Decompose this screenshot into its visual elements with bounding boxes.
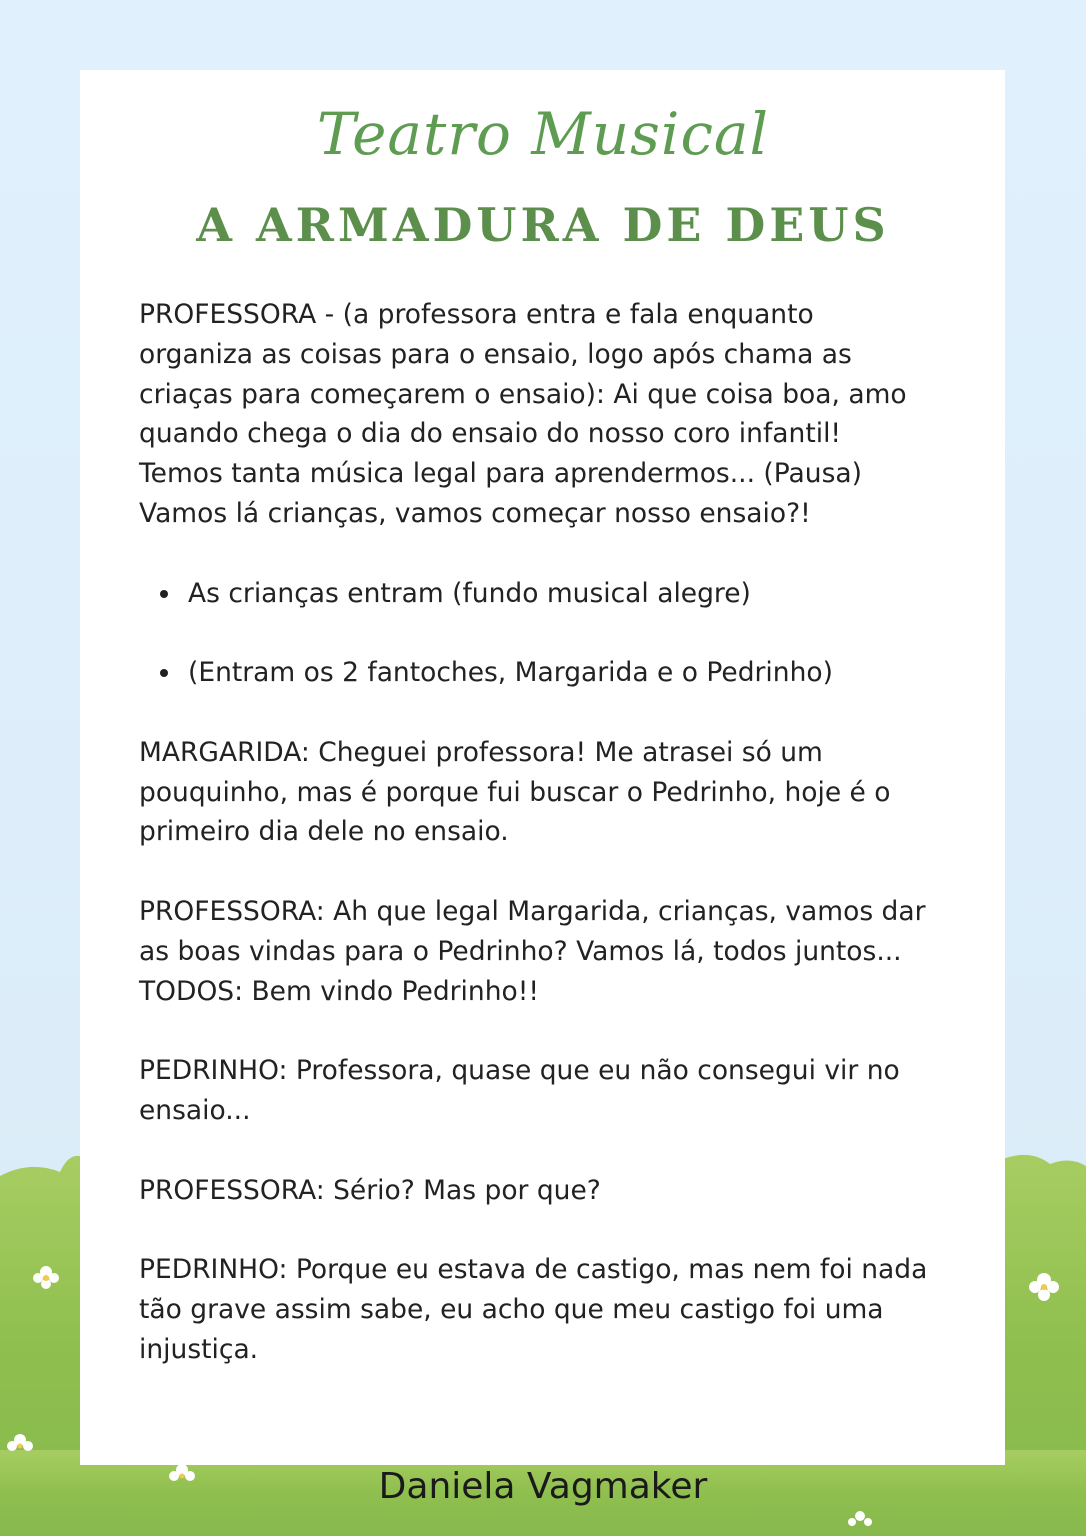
- paragraph-margarida: [139, 733, 969, 852]
- text-line: organiza as coisas para o ensaio, logo após chama as: [139, 338, 852, 370]
- paragraph-pedrinho-2: [139, 1250, 969, 1369]
- text-line: PROFESSORA: Ah que legal Margarida, crianças, vamos dar: [139, 895, 926, 927]
- main-title: A ARMADURA DE DEUS: [196, 198, 890, 252]
- text-line: tão grave assim sabe, eu acho que meu castigo foi uma: [139, 1293, 884, 1325]
- text-line: as boas vindas para o Pedrinho? Vamos lá, todos juntos...: [139, 935, 902, 967]
- paragraph-professora-intro: [139, 295, 969, 534]
- text-line: criaças para começarem o ensaio): Ai que coisa boa, amo: [139, 378, 907, 410]
- paragraph-professora-question: [139, 1171, 969, 1211]
- text-line: pouquinho, mas é porque fui buscar o Pedrinho, hoje é o: [139, 776, 891, 808]
- text-line: TODOS: Bem vindo Pedrinho!!: [139, 975, 539, 1007]
- text-line: Vamos lá crianças, vamos começar nosso ensaio?!: [139, 497, 811, 529]
- text-line: ensaio...: [139, 1094, 251, 1126]
- text-line: MARGARIDA: Cheguei professora! Me atrasei só um: [139, 736, 823, 768]
- text-line: PEDRINHO: Professora, quase que eu não consegui vir no: [139, 1055, 900, 1087]
- text-line: primeiro dia dele no ensaio.: [139, 816, 509, 848]
- bullet-text: (Entram os 2 fantoches, Margarida e o Pedrinho): [188, 657, 833, 689]
- bullet-item: [139, 574, 969, 614]
- bullet-dot-icon: [160, 669, 168, 677]
- bullet-item: [139, 653, 969, 693]
- text-line: Temos tanta música legal para aprendermos... (Pausa): [139, 458, 862, 490]
- text-line: PROFESSORA - (a professora entra e fala enquanto: [139, 299, 814, 330]
- script-content: [139, 295, 969, 1409]
- script-title: Teatro Musical: [316, 100, 770, 168]
- text-line: quando chega o dia do ensaio do nosso coro infantil!: [139, 418, 842, 450]
- paragraph-pedrinho-1: [139, 1051, 969, 1131]
- text-line: PROFESSORA: Sério? Mas por que?: [139, 1174, 601, 1206]
- author-name: Daniela Vagmaker: [378, 1466, 708, 1507]
- paragraph-professora-welcome: [139, 892, 969, 1011]
- text-line: injustiça.: [139, 1333, 259, 1365]
- bullet-text: As crianças entram (fundo musical alegre): [188, 577, 751, 609]
- text-line: PEDRINHO: Porque eu estava de castigo, mas nem foi nada: [139, 1254, 928, 1286]
- bullet-dot-icon: [160, 590, 168, 598]
